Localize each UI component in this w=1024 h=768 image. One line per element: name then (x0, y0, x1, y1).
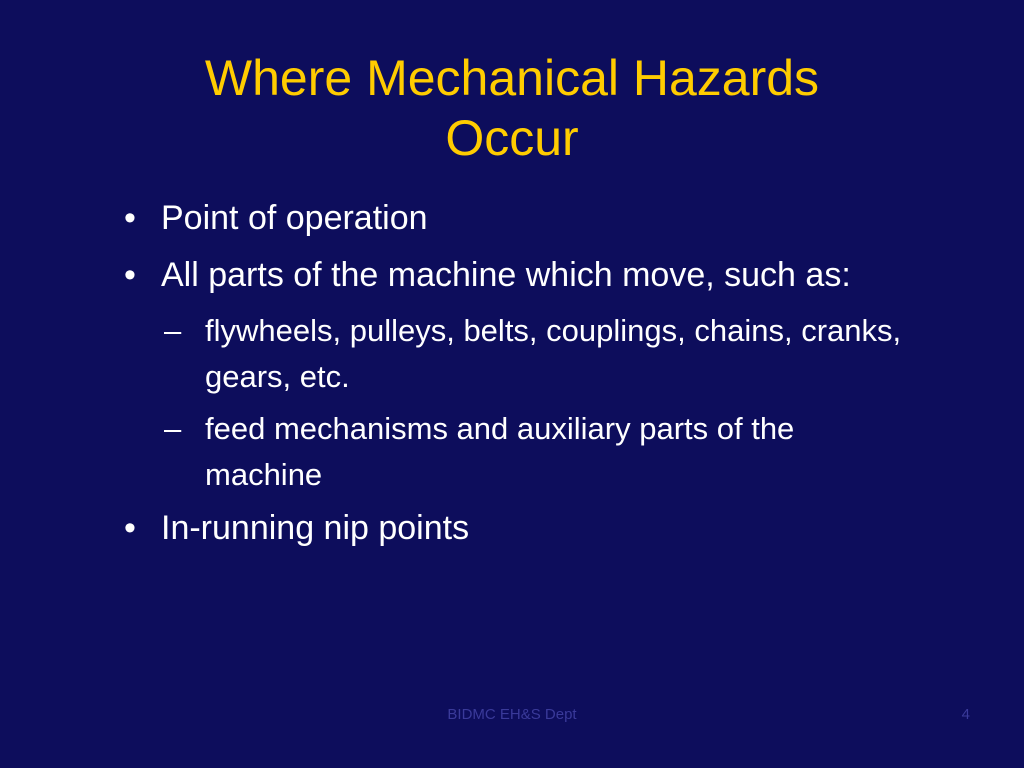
title-line-2: Occur (445, 110, 579, 166)
bullet-marker: • (124, 256, 136, 294)
sub-bullet-item (164, 406, 920, 498)
sub-bullet-marker: – (164, 411, 182, 446)
bullet-text: In-running nip points (161, 509, 470, 547)
bullet-text: All parts of the machine which move, such as: (161, 256, 851, 294)
page-number: 4 (961, 706, 970, 723)
bullet-item (120, 194, 920, 243)
sub-bullet-marker: – (164, 313, 182, 348)
bullet-marker: • (124, 509, 136, 547)
bullet-marker: • (124, 199, 136, 237)
slide-body (120, 194, 920, 561)
bullet-text: Point of operation (161, 199, 428, 237)
sub-bullet-text: feed mechanisms and auxiliary parts of the machine (205, 411, 795, 492)
sub-bullet-item (164, 308, 920, 400)
slide-footer: BIDMC EH&S Dept (447, 706, 577, 723)
bullet-item (120, 251, 920, 300)
bullet-item (120, 504, 920, 553)
slide-title (60, 48, 964, 168)
title-line-1: Where Mechanical Hazards (204, 50, 820, 106)
sub-bullet-text: flywheels, pulleys, belts, couplings, chains, cranks, gears, etc. (205, 313, 902, 394)
